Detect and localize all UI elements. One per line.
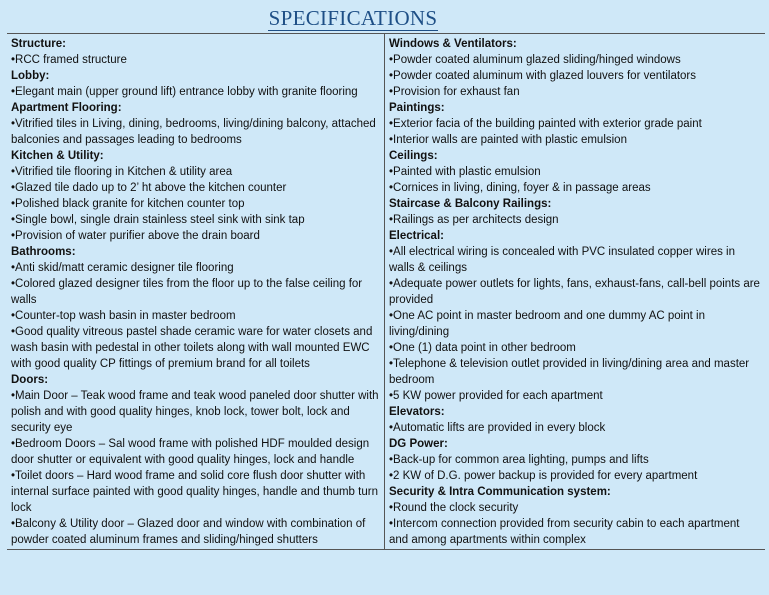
- section-heading-apartment-flooring: Apartment Flooring:: [11, 102, 122, 114]
- spec-item: •Adequate power outlets for lights, fans, exhaust-fans, call-bell points are provided: [389, 278, 760, 306]
- spec-item: •Vitrified tiles in Living, dining, bedrooms, living/dining balcony, attached balconies and passages leading to bedrooms: [11, 118, 376, 146]
- spec-item: •Glazed tile dado up to 2’ ht above the kitchen counter: [11, 182, 287, 194]
- spec-item: •Round the clock security: [389, 502, 519, 514]
- section-heading-elevators: Elevators:: [389, 406, 445, 418]
- spec-item: •Anti skid/matt ceramic designer tile flooring: [11, 262, 234, 274]
- spec-item: •All electrical wiring is concealed with PVC insulated copper wires in walls & ceilings: [389, 246, 735, 274]
- spec-item: •Back-up for common area lighting, pumps and lifts: [389, 454, 649, 466]
- spec-item: •Toilet doors – Hard wood frame and solid core flush door shutter with internal surface painted with good quality hinges, handle and thumb turn lock: [11, 470, 378, 514]
- section-heading-electrical: Electrical:: [389, 230, 444, 242]
- spec-item: •Intercom connection provided from security cabin to each apartment and among apartments within complex: [389, 518, 740, 546]
- page-title: SPECIFICATIONS: [268, 6, 438, 30]
- spec-item: •Elegant main (upper ground lift) entrance lobby with granite flooring: [11, 86, 358, 98]
- spec-item: •5 KW power provided for each apartment: [389, 390, 603, 402]
- section-heading-dg-power: DG Power:: [389, 438, 448, 450]
- spec-item: •Railings as per architects design: [389, 214, 559, 226]
- spec-item: •RCC framed structure: [11, 54, 127, 66]
- section-heading-structure: Structure:: [11, 38, 66, 50]
- section-heading-staircase-balcony-railings: Staircase & Balcony Railings:: [389, 198, 552, 210]
- spec-item: •Bedroom Doors – Sal wood frame with polished HDF moulded design door shutter or equivalent with good quality hinges, lock and handle: [11, 438, 370, 466]
- section-heading-lobby: Lobby:: [11, 70, 50, 82]
- spec-item: •One (1) data point in other bedroom: [389, 342, 576, 354]
- spec-item: •Counter-top wash basin in master bedroom: [11, 310, 236, 322]
- spec-item: •Painted with plastic emulsion: [389, 166, 541, 178]
- spec-item: •Powder coated aluminum with glazed louvers for ventilators: [389, 70, 697, 82]
- spec-item: •Automatic lifts are provided in every block: [389, 422, 606, 434]
- spec-item: •Provision of water purifier above the drain board: [11, 230, 260, 242]
- spec-item: •Telephone & television outlet provided in living/dining area and master bedroom: [389, 358, 750, 386]
- spec-item: •Polished black granite for kitchen counter top: [11, 198, 245, 210]
- spec-item: •Main Door – Teak wood frame and teak wood paneled door shutter with polish and with good quality hinges, knob lock, tower bolt, lock and security eye: [11, 390, 379, 434]
- spec-item: •Colored glazed designer tiles from the floor up to the false ceiling for walls: [11, 278, 363, 306]
- section-heading-kitchen-utility: Kitchen & Utility:: [11, 150, 104, 162]
- section-heading-doors: Doors:: [11, 374, 49, 386]
- spec-item: •One AC point in master bedroom and one dummy AC point in living/dining: [389, 310, 705, 338]
- section-heading-windows-ventilators: Windows & Ventilators:: [389, 38, 517, 50]
- spec-item: •Powder coated aluminum glazed sliding/hinged windows: [389, 54, 681, 66]
- spec-item: •Single bowl, single drain stainless steel sink with sink tap: [11, 214, 305, 226]
- spec-item: •Provision for exhaust fan: [389, 86, 520, 98]
- section-heading-bathrooms: Bathrooms:: [11, 246, 76, 258]
- spec-item: •Interior walls are painted with plastic emulsion: [389, 134, 627, 146]
- spec-item: •Balcony & Utility door – Glazed door and window with combination of powder coated aluminum frames and sliding/hinged shutters: [11, 518, 366, 546]
- left-column: [7, 34, 385, 549]
- section-heading-security-intra-communication-system: Security & Intra Communication system:: [389, 486, 611, 498]
- spec-item: •Cornices in living, dining, foyer & in passage areas: [389, 182, 651, 194]
- spec-item: •Vitrified tile flooring in Kitchen & utility area: [11, 166, 233, 178]
- section-heading-paintings: Paintings:: [389, 102, 445, 114]
- right-column: [385, 34, 765, 549]
- spec-item: •Good quality vitreous pastel shade ceramic ware for water closets and wash basin with pedestal in other toilets along with wall mounted EWC with good quality CP fittings of premium brand for all toilets: [11, 326, 373, 370]
- section-heading-ceilings: Ceilings:: [389, 150, 438, 162]
- spec-item: •Exterior facia of the building painted with exterior grade paint: [389, 118, 702, 130]
- spec-item: •2 KW of D.G. power backup is provided for every apartment: [389, 470, 698, 482]
- specifications-table: [7, 33, 765, 550]
